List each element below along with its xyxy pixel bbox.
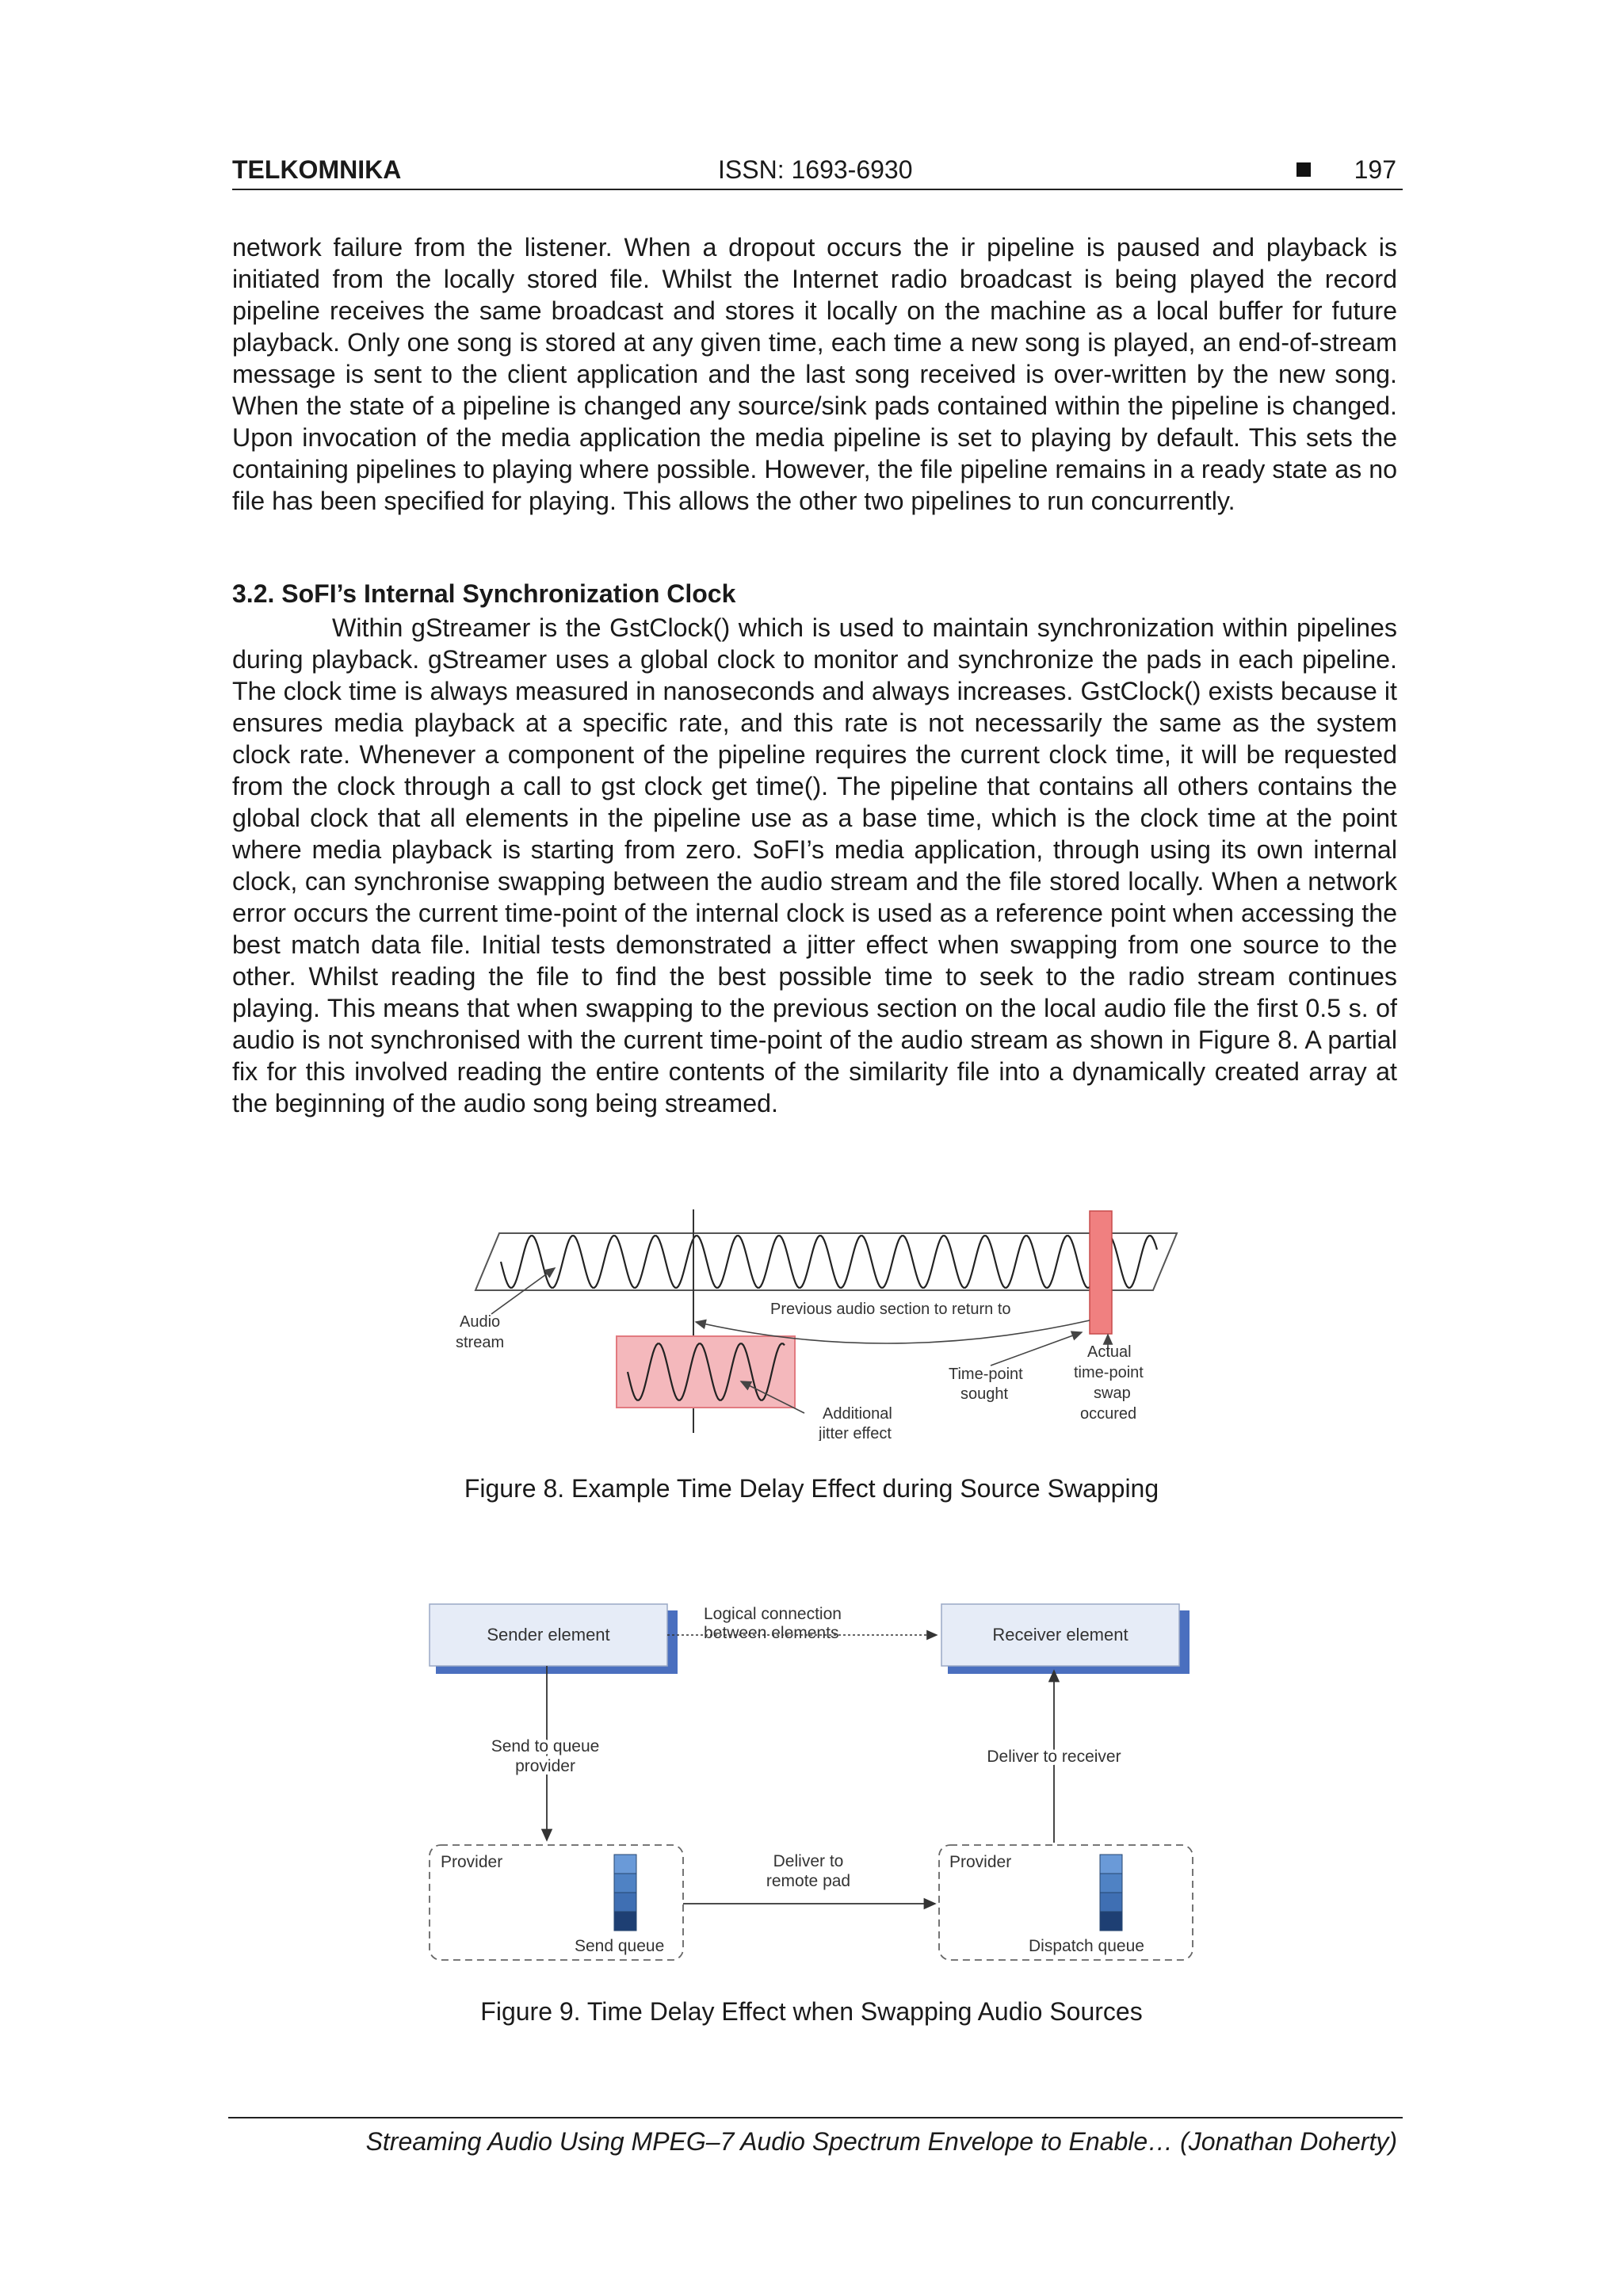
deliver-receiver-label: Deliver to receiver	[987, 1748, 1121, 1766]
label-stream: stream	[456, 1334, 505, 1351]
figure-8-caption: Figure 8. Example Time Delay Effect during Source Swapping	[464, 1474, 1159, 1503]
send-queue-label-2: provider	[515, 1757, 575, 1775]
send-queue-label-1: Send to queue	[491, 1737, 600, 1755]
footer-rule	[228, 2117, 1403, 2118]
page-header	[232, 155, 1403, 190]
label-audio: Audio	[460, 1313, 501, 1331]
figure-8-diagram	[444, 1203, 1189, 1441]
provider-left-label: Provider	[441, 1853, 503, 1871]
dispatch-queue-stack	[1100, 1855, 1122, 1931]
section-heading: 3.2. SoFI’s Internal Synchronization Clock	[232, 579, 736, 608]
running-footer: Streaming Audio Using MPEG–7 Audio Spectrum Envelope to Enable… (Jonathan Doherty)	[365, 2127, 1397, 2156]
send-queue-stack	[614, 1855, 636, 1931]
square-bullet-icon	[1296, 162, 1311, 177]
dispatch-queue-label: Dispatch queue	[1029, 1937, 1144, 1955]
header-rule	[232, 189, 1403, 190]
label-actual-1: Actual	[1087, 1343, 1132, 1361]
send-queue-label: Send queue	[575, 1937, 665, 1955]
label-sought-2: sought	[960, 1385, 1009, 1403]
label-jitter-1: Additional	[823, 1405, 892, 1423]
label-actual-3: swap	[1094, 1385, 1131, 1402]
receiver-label: Receiver element	[992, 1625, 1128, 1645]
label-actual-4: occured	[1080, 1405, 1137, 1423]
issn: ISSN: 1693-6930	[718, 155, 913, 184]
logical-label-2: between elements	[704, 1624, 839, 1642]
paragraph-1: network failure from the listener. When a dropout occurs the ir pipeline is paused and playback is initiated from the locally stored file. Whilst the Internet radio broadcast is being played the record pipeline receives the same broadcast and stores it locally on the machine as a local buffer for future playback. Only one song is stored at any given time, each time a new song is played, an end-of-stream message is sent to the client application and the last song received is over-written by the new song. When the state of a pipeline is changed any source/sink pads contained within the pipeline is changed. Upon invocation of the media application the media pipeline is set to playing by default. This sets the containing pipelines to playing where possible. However, the file pipeline remains in a ready state as no file has been specified for playing. This allows the other two pipelines to run concurrently.	[232, 233, 1397, 515]
paragraph-2: Within gStreamer is the GstClock() which is used to maintain synchronization within pipelines during playback. gStreamer uses a global clock to monitor and synchronize the pads in each pipeline. The clock time is always measured in nanoseconds and always increases. GstClock() exists because it ensures media playback at a specific rate, and this rate is not necessarily the same as the system clock rate. Whenever a component of the pipeline requires the current clock time, it will be requested from the clock through a call to gst clock get time(). The pipeline that contains all others contains the global clock that all elements in the pipeline use as a base time, which is the clock time at the point where media playback is starting from zero. SoFI’s media application, through using its own internal clock, can synchronise swapping between the audio stream and the file stored locally. When a network error occurs the current time-point of the internal clock is used as a reference point when accessing the best match data file. Initial tests demonstrated a jitter effect when swapping from one source to the other. Whilst reading the file to find the best possible time to seek to the radio stream continues playing. This means that when swapping to the previous section on the local audio file the first 0.5 s. of audio is not synchronised with the current time-point of the audio stream as shown in Figure 8. A partial fix for this involved reading the entire contents of the similarity file into a dynamically created array at the beginning of the audio song being streamed.	[232, 613, 1397, 1117]
deliver-remote-label-2: remote pad	[766, 1872, 851, 1890]
logical-label-1: Logical connection	[704, 1605, 842, 1623]
journal-name: TELKOMNIKA	[232, 155, 402, 184]
label-jitter-2: jitter effect	[819, 1425, 892, 1441]
provider-right-label: Provider	[949, 1853, 1012, 1871]
label-actual-2: time-point	[1074, 1364, 1144, 1381]
label-sought-1: Time-point	[949, 1366, 1023, 1383]
sought-pointer	[991, 1332, 1082, 1366]
figure-9-caption: Figure 9. Time Delay Effect when Swapping Audio Sources	[480, 1997, 1143, 2026]
page-number: 197	[1354, 155, 1396, 184]
sender-label: Sender element	[487, 1625, 610, 1645]
swap-marker	[1090, 1211, 1112, 1334]
figure-9-diagram	[412, 1593, 1205, 1966]
audio-waveform	[501, 1236, 1157, 1288]
jitter-box	[617, 1336, 795, 1408]
label-previous: Previous audio section to return to	[770, 1301, 1011, 1318]
deliver-remote-label-1: Deliver to	[773, 1852, 844, 1870]
